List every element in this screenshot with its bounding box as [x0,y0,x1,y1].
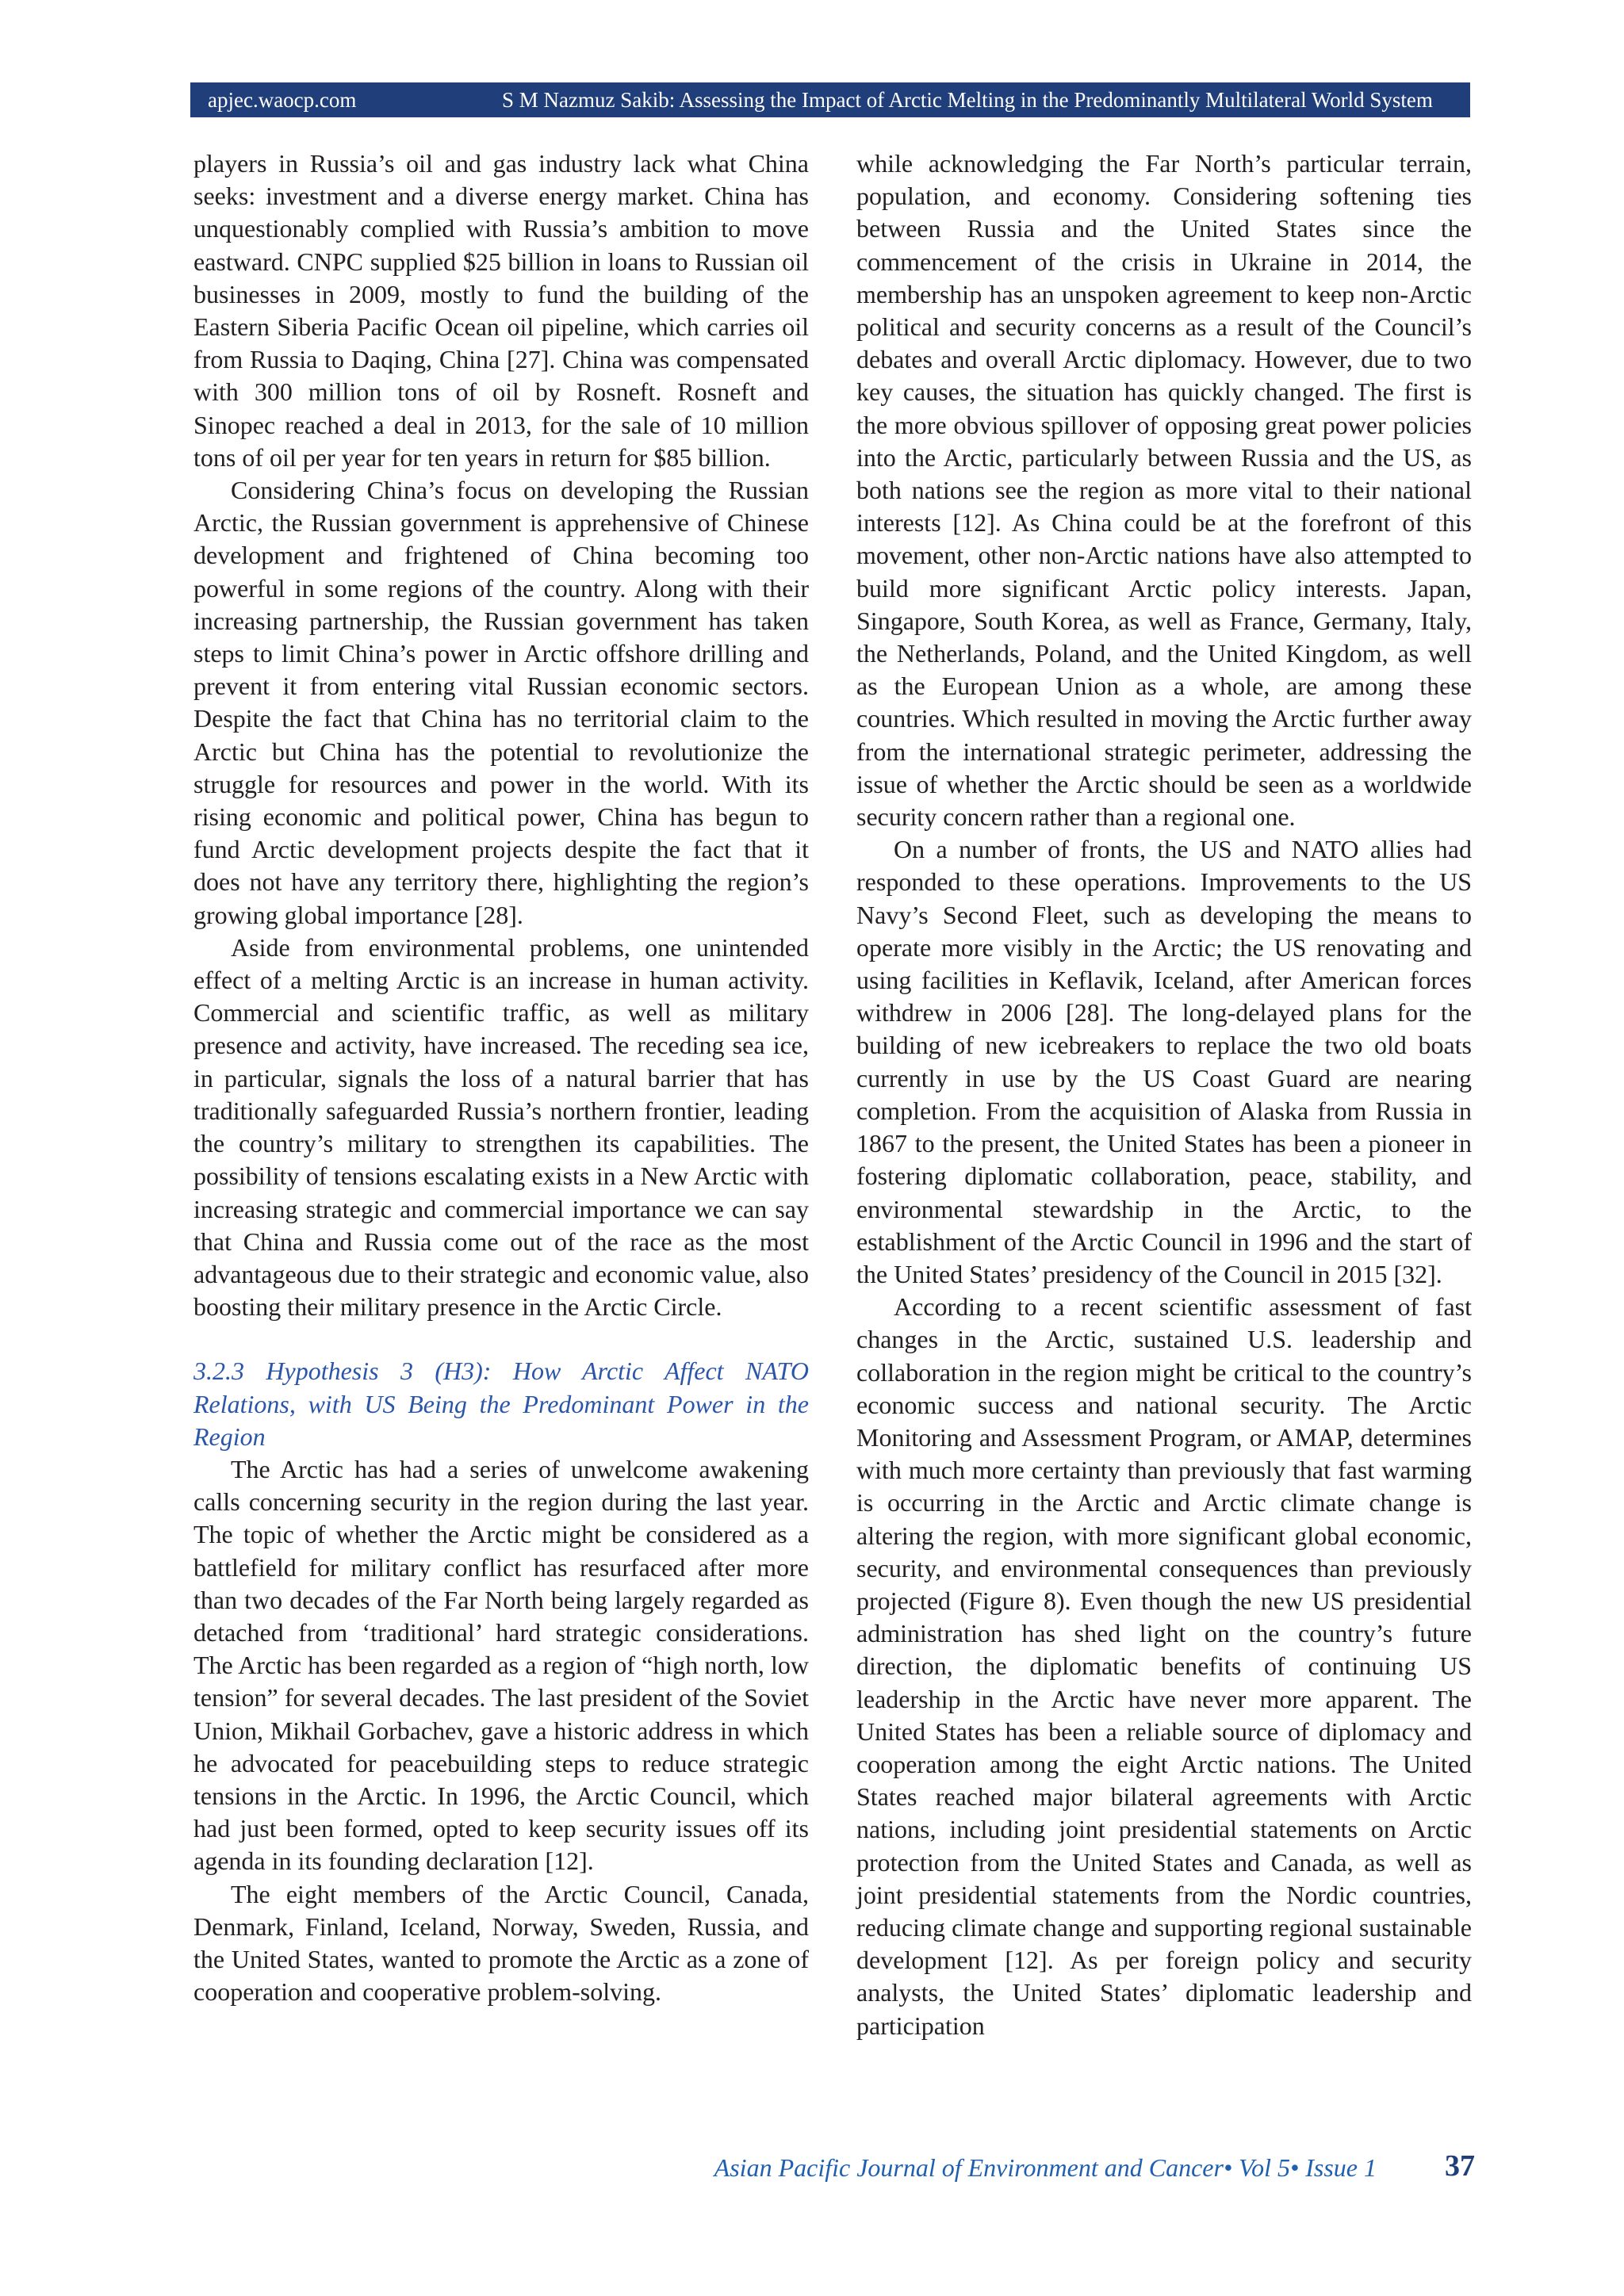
paragraph: On a number of fronts, the US and NATO allies had responded to these operations. Improvements to the US Navy’s Second Fleet, such as developing the means to operate more visibly in the Arctic; the US renovating and using facilities in Keflavik, Iceland, after American forces withdrew in 2006 [28]. The long-delayed plans for the building of new icebreakers to replace the two old boats currently in use by the US Coast Guard are nearing completion. From the acquisition of Alaska from Russia in 1867 to the present, the United States has been a pioneer in fostering diplomatic collaboration, peace, stability, and environmental stewardship in the Arctic, to the establishment of the Arctic Council in 1996 and the start of the United States’ presidency of the Council in 2015 [32]. [856,835,1472,1288]
journal-website: apjec.waocp.com [208,88,357,112]
left-column [193,147,809,2008]
paragraph: The eight members of the Arctic Council, Canada, Denmark, Finland, Iceland, Norway, Sweden, Russia, and the United States, wanted to promote the Arctic as a zone of cooperation and cooperative problem-solving. [193,1879,809,2007]
running-header [190,82,1470,117]
paragraph: According to a recent scientific assessment of fast changes in the Arctic, sustained U.S. leadership and collaboration in the region might be critical to the country’s economic success and national security. The Arctic Monitoring and Assessment Program, or AMAP, determines with much more certainty than previously that fast warming is occurring in the Arctic and Arctic climate change is altering the region, with more significant global economic, security, and environmental consequences than previously projected (Figure 8). Even though the new US presidential administration has shed light on the country’s future direction, the diplomatic benefits of continuing US leadership in the Arctic have never more apparent. The United States has been a reliable source of diplomacy and cooperation among the eight Arctic nations. The United States reached major bilateral agreements with Arctic nations, including joint presidential statements on Arctic protection from the United States and Canada, as well as joint presidential statements from the Nordic countries, reducing climate change and supporting regional sustainable development [12]. As per foreign policy and security analysts, the United States’ diplomatic leadership and participation [856,1292,1472,2040]
paragraph: players in Russia’s oil and gas industry lack what China seeks: investment and a diverse energy market. China has unquestionably complied with Russia’s ambition to move eastward. CNPC supplied $25 billion in loans to Russian oil businesses in 2009, mostly to fund the building of the Eastern Siberia Pacific Ocean oil pipeline, which carries oil from Russia to Daqing, China [27]. China was compensated with 300 million tons of oil by Rosneft. Rosneft and Sinopec reached a deal in 2013, for the sale of 10 million tons of oil per year for ten years in return for $85 billion. [193,149,809,472]
journal-footer: Asian Pacific Journal of Environment and Cancer• Vol 5• Issue 1 [714,2153,1377,2182]
right-column [856,147,1472,2042]
paragraph: The Arctic has had a series of unwelcome awakening calls concerning security in the region during the last year. The topic of whether the Arctic might be considered as a battlefield for military conflict has resurfaced after more than two decades of the Far North being largely regarded as detached from ‘traditional’ hard strategic considerations. The Arctic has been regarded as a region of “high north, low tension” for several decades. The last president of the Soviet Union, Mikhail Gorbachev, gave a historic address in which he advocated for peacebuilding steps to reduce strategic tensions in the Arctic. In 1996, the Arctic Council, which had just been formed, opted to keep security issues off its agenda in its founding declaration [12]. [193,1454,809,1876]
paragraph: Aside from environmental problems, one unintended effect of a melting Arctic is an increase in human activity. Commercial and scientific traffic, as well as military presence and activity, have increased. The receding sea ice, in particular, signals the loss of a natural barrier that has traditionally safeguarded Russia’s northern frontier, leading the country’s military to strengthen its capabilities. The possibility of tensions escalating exists in a New Arctic with increasing strategic and commercial importance we can say that China and Russia come out of the race as the most advantageous due to their strategic and economic value, also boosting their military presence in the Arctic Circle. [193,932,809,1322]
paragraph: while acknowledging the Far North’s particular terrain, population, and economy. Considering softening ties between Russia and the United States since the commencement of the crisis in Ukraine in 2014, the membership has an unspoken agreement to keep non-Arctic political and security concerns as a result of the Council’s debates and overall Arctic diplomacy. However, due to two key causes, the situation has quickly changed. The first is the more obvious spillover of opposing great power policies into the Arctic, particularly between Russia and the US, as both nations see the region as more vital to their national interests [12]. As China could be at the forefront of this movement, other non-Arctic nations have also attempted to build more significant Arctic policy interests. Japan, Singapore, South Korea, as well as France, Germany, Italy, the Netherlands, Poland, and the United Kingdom, as well as the European Union as a whole, are among these countries. Which resulted in moving the Arctic further away from the international strategic perimeter, addressing the issue of whether the Arctic should be seen as a worldwide security concern rather than a regional one. [856,149,1472,832]
running-title: S M Nazmuz Sakib: Assessing the Impact of Arctic Melting in the Predominantly Multilateral World System [502,88,1433,112]
paragraph: Considering China’s focus on developing the Russian Arctic, the Russian government is apprehensive of Chinese development and frightened of China becoming too powerful in some regions of the country. Along with their increasing partnership, the Russian government has taken steps to limit China’s power in Arctic offshore drilling and prevent it from entering vital Russian economic sectors. Despite the fact that China has no territorial claim to the Arctic but China has the potential to revolutionize the struggle for resources and power in the world. With its rising economic and political power, China has begun to fund Arctic development projects despite the fact that it does not have any territory there, highlighting the region’s growing global importance [28]. [193,476,809,929]
page-number: 37 [1445,2149,1475,2183]
section-subheading: 3.2.3 Hypothesis 3 (H3): How Arctic Affect NATO Relations, with US Being the Predominant Power in the Region [193,1357,809,1451]
